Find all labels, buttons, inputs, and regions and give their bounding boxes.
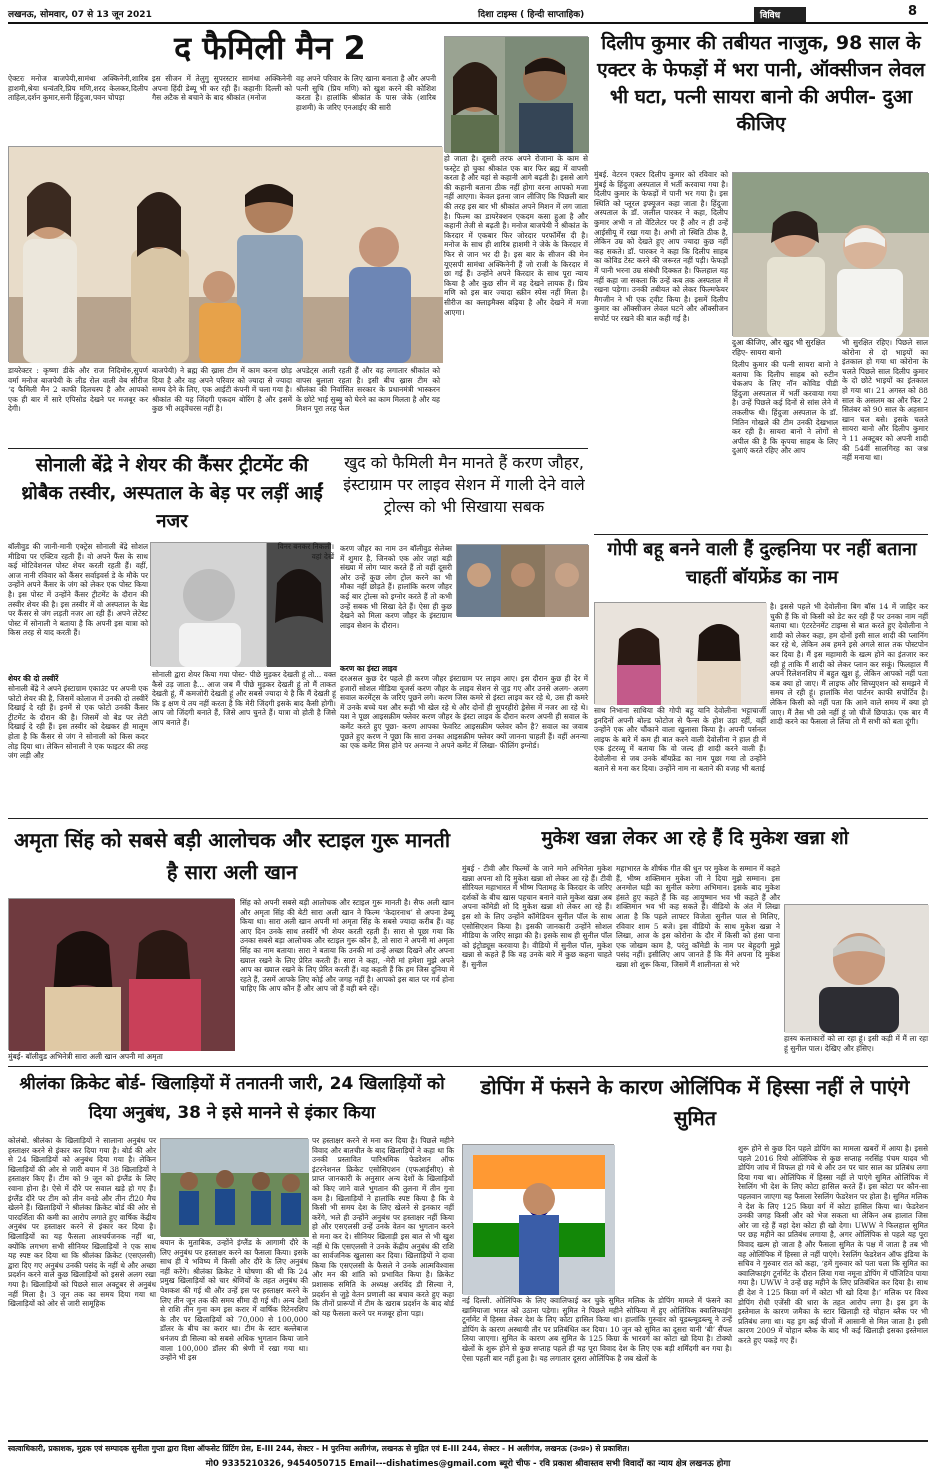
dateline: लखनऊ, सोमवार, 07 से 13 जून 2021	[8, 10, 152, 20]
sara-body: सिंह को अपनी सबसे बड़ी आलोचक और स्टाइल गुरू मानती है। सैफ अली खान और अमृता सिंह की बेटी सारा अली खान ने फिल्म ‘केदारनाथ’ से अपना डेब्यू किया था। सारा अली खान अपनी मां अमृता सिंह के सबसे ज्यादा करीब हैं। वह आए दिन उनके साथ तस्वीरें भी शेयर करती रहती हैं। सारा से पूछा गया कि उनका सबसे बड़ा आलोचक और स्टाइल गुरू कौन है, तो सारा ने अपनी मां अमृता सिंह का नाम बताया। सारा ने बताया कि उनकी मां उन्हें अच्छा दिखने और अपना ख्याल रखने के लिए प्रेरित करती हैं। सारा ने कहा, -मेरी मां हमेशा मुझे अपने आप का ख्याल रखने के लिए प्रेरित करती हैं। वह कहती हैं कि हम जिस दुनिया में रहते हैं, उसमें आपके लिए कोई और जगह नहीं है। आपको इस बात पर गर्व होना चाहिए कि आप कौन हैं और आप जो हैं वही बने रहें।	[240, 898, 454, 994]
sonali-col2: विनर बनकर निकलीं। वहां देखें	[277, 542, 334, 561]
familyman-col3: वह अपने परिवार के लिए खाना बनाता है और अपनी पत्नी सुचि (प्रिय मणि) को खुश करने की कोशिश करता है। हालांकि श्रीकांत के पास जेके (शारिब हाशमी) के जरिए एनआईए की सारी	[296, 74, 436, 112]
divider	[8, 818, 928, 819]
srilanka-headline: श्रीलंका क्रिकेट बोर्ड- खिलाड़ियों में तनातनी जारी, 24 खिलाड़ियों को दिया अनुबंध, 38 ने इसे मानने से इंकार किया	[19, 1074, 445, 1123]
familyman-col4: हो जाता है। दूसरी तरफ अपने रोजाना के काम से फस्ट्रेट हो चुका श्रीकांत एक बार फिर ब्रह्म में वापसी करता है और यहां से कहानी आगे बढ़ती है। इससे आगे की कहानी बताना ठीक नहीं होगा वरना आपको मजा नहीं आएगा। केवल इतना जान लीजिए कि पिछली बार की तरह इस बार भी श्रीकांत अपने मिशन में लग जाता है। फिल्म का डायरेक्शन एकदम कसा हुआ है और कहानी तेजी से बढ़ती है। मनोज बाजपेयी ने श्रीकांत के किरदार में एकबार फिर जोरदार परफॉर्मेंस दी है। मनोज के साथ ही शारिब हाशमी ने जेके के किरदार में फिर से जान भर दी है। इस बार के सीजन की मेन यूएसपी सामंथा अक्किनेनी हैं जो राजी के किरदार में छा गई हैं। उन्होंने अपने किरदार के साथ पूरा न्याय किया है और कुछ सीन में वह देखने लायक हैं। प्रिय मणि को इस बार ज्यादा स्क्रीन स्पेस नहीं मिला है। सीरीज का क्लाइमैक्स बढ़िया है और देखने में मजा आएगा।	[444, 154, 588, 317]
familyman-col1: ऐक्टरः मनोज बाजपेयी,सामंथा अक्किनेनी,शारिब हाशमी,श्रेया धन्वंतरि,प्रिय मणि,शरद केलकर,दिलीप ताहिल,दर्शन कुमार,सनी हिंदुजा,पवन चोपड़ा	[8, 74, 148, 103]
karan-headline: खुद को फैमिली मैन मानते हैं करण जौहर, इंस्टाग्राम पर लाइव सेशन में गाली देने वाले ट्रोल्स को भी सिखाया सबक	[343, 453, 585, 516]
gopi-photo	[594, 602, 766, 704]
familyman-col2b: बाजपेयी) ने ब्रह्म की ख्रास टीम में काम करना छोड़ दिया है और वह अपने परिवार को ज्यादा से ज्यादा समय देने के लिए, एक आईटी कंपनी में चला गया है। श्रीकांत की यह जिंदगी एकदम बोरिंग है और इसमें कुछ भी अड्वेंचरस नहीं है।	[152, 366, 292, 414]
srilanka-col3: पर हस्ताक्षर करने से मना कर दिया है। पिछले महीने विवाद और बातचीत के बाद खिलाड़ियों ने कहा था कि उनकी प्रस्तावित पारिश्रमिक फेडरेशन ऑफ इंटरनेशनल क्रिकेट एसोसिएशन (एफआईसीए) से प्राप्त जानकारी के अनुसार अन्य देशों के खिलाड़ियों को किए जाने वाले भुगतान की तुलना में तीन गुना कम है। खिलाड़ियों ने हालांकि स्पष्ट किया है कि वे किसी भी समय देश के लिए खेलने से इनकार नहीं करेंगे, भले ही उन्होंने अनुबंध पर हस्ताक्षर नहीं किया हो और एसएलसी उन्हें उनके वेतन का भुगतान करने से मना कर दे। सीनियर खिलाड़ी इस बात से भी खुश नहीं थे कि एसएलसी ने उनके केंद्रीय अनुबंध की राशि का सार्वजनिक खुलासा कर दिया। खिलाड़ियों ने दावा किया कि एसएलसी के फैसले ने उनके आत्मविश्वास और मन की शांति को प्रभावित किया है। क्रिकेट प्रशासक समिति के अध्यक्ष अरविंद डी सिल्वा ने, प्रदर्शन से जुड़े वेतन प्रणाली का बचाव करते हुए कहा कि तीनों प्रारूपों में टीम के खराब प्रदर्शन के बाद बोर्ड को यह फैसला करने पर मजबूर होना पड़ा।	[312, 1136, 454, 1318]
familyman-cast-photo	[8, 146, 442, 362]
divider	[8, 1440, 928, 1442]
karan-kids-photo	[456, 544, 588, 616]
sumit-col2: शुरू होने से कुछ दिन पहले डोपिंग का मामला खबरों में आया है। इससे पहले 2016 रियो ओलिंपिक से कुछ सप्ताह नरसिंह पंचम यादव भी डोपिंग जांच में विफल हो गये थे और उन पर चार साल का प्रतिबंध लगा दिया गया था। ओलिंपिक में हिस्सा नहीं ले पाएंगे सुमित ओलिंपिक में रेसलिंग भी देश के लिए कोटा हासिल करते हैं। इस कोटा पर कौन-सा पहलवान जाएगा यह फैसला रेसलिंग फेडरेशन पर होता है। सुमित मलिक ने देश के लिए 125 किग्रा वर्ग में कोटा हासिल किया था। फेडरेशन उनकी जगह किसी और को भेज सकता था लेकिन अब हालात जिस ओर जा रहे हैं वहां देश कोटा ही खो देगा। UWW ने फिलहाल सुमित पर छह महीने का प्रतिबंध लगाया है, अगर ओलिंपिक से पहले यह पूरा विवाद खत्म हो जाता है और फैसला सुमित के पक्ष में जाता है तब भी वह ओलिंपिक में हिस्सा ले नहीं पाएंगे। रेसलिंग फेडरेशन ऑफ इंडिया के सचिव ने गुरुवार रात को कहा, ‘हमें गुरुवार को पता चला कि सुमित का क्वालिफाइंग टूर्नामेंट के दौरान लिया गया नमूना डोपिंग में पॉजिटिव पाया गया है। UWW ने उन्हें छह महीने के लिए प्रतिबंधित कर दिया है। साथ ही देश ने 125 किग्रा वर्ग में कोटा भी खो दिया है।’ मलिक पर विश्व डोपिंग रोधी एजेंसी की धारा के तहत आरोप लगा है। इस ड्रग के इस्तेमाल के कारण जमैका के स्टार खिलाड़ी रहे योहान ब्लैक पर भी प्रतिबंध लगा था। यह ड्रग कई चीजों में आसानी से मिल जाता है। इसी कारण 2009 में योहान ब्लैक के बाद भी कई खिलाड़ी इसका इस्तेमाल करते हुए पकड़े गए हैं।	[738, 1144, 928, 1345]
sonali-col1: बॉलीवुड की जानी-मानी एक्ट्रेस सोनाली बेंद्रे सोशल मीडिया पर एक्टिव रहती हैं। वो अपने फैंस के साथ कई मोटिवेशनल पोस्ट शेयर करती रहती हैं। वहीं, आज नानी रविवार को कैंसर सर्वाइवर्स डे के मौके पर उन्होंने अपने कैंसर के जंग को लेकर एक पोस्ट किया है। इस पोस्ट में उन्होंने कैंसर ट्रीटमेंट के दौरान की तस्वीर शेयर की है। इस तस्वीर में वो अस्पताल के बेड पर कैंसर से जंग लड़ती नजर आ रही हैं। अपने लेटेस्ट पोस्ट में सोनाली ने बताया है कि अपनी इस यात्रा को किस तरह से याद करती हैं।	[8, 542, 148, 638]
page-number: 8	[908, 4, 918, 19]
mukesh-col1: मुंबई - टीवी और फिल्मों के जाने माने अभिनेता मुकेश खन्ना अपना शो दि मुकेश खन्ना शो लेकर आ रहे हैं। टीवी सीरियल महाभारत में भीष्म पितामह के किरदार के जरिए दर्शकों के बीच खास पहचान बनाने वाले मुकेश खन्ना अब अपना कॉमेडी शो दि मुकेश खन्ना शो लेकर आ रहे हैं। इस शो के लिए उन्होंने कॉमेडियन सुनील पॉल के साथ एसोसिएशन किया है। इसकी जानकारी उन्होंने सोशल मीडिया के जरिए साझा की है। इसके साथ ही सुनील पॉल को इंट्रोड्यूस करवाया है। वीडियो में सुनील पॉल, मुकेश खन्ना से कहते हैं कि वह उनके बारे में कुछ कहना चाहते हैं। सुनील	[462, 864, 612, 969]
srilanka-col1: कोलंबो. श्रीलंका के खिलाड़ियों ने सालाना अनुबंध पर हस्ताक्षर करने से इंकार कर दिया गया है। बोर्ड की ओर से 24 खिलाड़ियों को अनुबंध दिया गया है। लेकिन खिलाड़ियों की ओर से जारी बयान में 38 खिलाड़ियों ने हस्ताक्षर किए हैं। टीम को 9 जून को इंग्लैंड के लिए रवाना होना है। ऐसे में दौरे पर सवाल खड़े हो गए हैं। इंग्लैंड दौरे पर टीम को तीन वनडे और तीन टी20 मैच खेलने हैं। खिलाड़ियों ने श्रीलंका क्रिकेट बोर्ड की ओर से पारदर्शिता की कमी का आरोप लगाते हुए वार्षिक केंद्रीय अनुबंध पर हस्ताक्षर करने से इंकार कर दिया है। खिलाड़ियों का यह फैसला आश्चर्यजनक नहीं था, क्योंकि लगभग सभी सीनियर खिलाड़ियों ने एक साथ यह स्पष्ट कर दिया था कि श्रीलंका क्रिकेट (एसएलसी) द्वारा दिए गए अनुबंध उनकी पसंद के नहीं थे और अच्छा प्रदर्शन करने वाले कुछ खिलाड़ियों को इससे अलग रखा गया है। खिलाड़ियों को पिछले साल अक्टूबर से अनुबंध नहीं मिला है। 3 जून तक का समय दिया गया था खिलाड़ियों को ओर से जारी सामूहिक	[8, 1136, 156, 1309]
familyman-col1b: डायरेक्टर : कृष्णा डीके और राज निदिमोरु,सुपर्ण वर्मा मनोज बाजपेयी के लीड रोल वाली वेब सीरीज ‘द फैमिली मैन 2 काफी दिलचस्प है और आपको एक ही बार में सारे एपिसोड देखने पर मजबूर कर देगी।	[8, 366, 148, 414]
sara-amrita-photo	[8, 898, 234, 1050]
section-label: विविध	[754, 7, 806, 22]
karan-col2: दरअसल कुछ देर पहले ही करण जौहर इंस्टाग्राम पर लाइव आए। इस दौरान कुछ ही देर में हजारों सोशल मीडिया यूजर्स करण जौहर के लाइव सेशन से जुड़ गए और उनसे अलग- अलग सवाल करमेंट्स के जरिए पूछने लगे। करण जिस कमरे से इंस्टा लाइव कर रहे थे, उस ही कमरे में उनके बच्चे यश और रूही भी खेल रहे थे और दोनों ही सुपरहीरो ड्रेसेस में नजर आ रहे थे। यश ने पूछा आइसक्रीम फ्लेवर करण जौहर के इंस्टा लाइव के दौरान करण अपनी ही सवाल के कमेंट करते हुए पूछा- करण आपका फेवरिट आइसक्रीम फ्लेवर कौन है? सवाल का जवाब पूछते हुए करण ने पूछा कि सारा उनका आइसक्रीम फ्लेवर क्यों जानना चाहती हैं। वहीं अनन्या का एक कमेंट मिस होने पर अनन्या ने अपने कमेंट में लिखा- फीलिंग इग्नोर्ड।	[340, 674, 588, 751]
familyman-headline: द फैमिली मैन 2	[174, 29, 366, 67]
dilip-col1: मुंबई. वेटरन एक्टर दिलीप कुमार को रविवार को मुंबई के हिंदुजा अस्पताल में भर्ती करवाया गया है। दिलीप कुमार के फेफड़ों में पानी भर गया है। इस स्थिति को प्लूरल इफ्यूजन कहा जाता है। हिंदुजा अस्पताल के डॉ. जलील पारकर ने कहा, दिलीप कुमार अभी न तो वेंटिलेटर पर हैं और न ही उन्हें आईसीयू में रखा गया है। अभी तो स्थिति ठीक है, लेकिन उम्र को देखते हुए आप ज्यादा कुछ नहीं कह सकते। डॉ. पारकर ने कहा कि दिलीप साहब का कोविड टेस्ट करने की जरूरत नहीं पड़ी। फेफड़ों में पानी भरना उम्र संबंधी दिक्कत है। फिलहाल यह नहीं कहा जा सकता कि उन्हें कब तक अस्पताल में रखना पड़ेगा। उनकी तबीयत को लेकर फिल्मफेयर मैगजीन ने भी एक ट्वीट किया है। इसमें दिलीप कुमार का ऑक्सीजन लेवल घटने और ऑक्सीजन सपोर्ट पर रखने की बात कही गई है।	[594, 170, 728, 323]
dilip-col3: भी सुरक्षित रहिए। पिछले साल कोरोना से दो भाइयों का इंतकाल हो गया था कोरोना के चलते पिछले साल दिलीप कुमार के दो छोटे भाइयों का इंतकाल हो गया था। 21 अगस्त को 88 साल के असलम का और फिर 2 सितंबर को 90 साल के अहसान खान चल बसे। इसके चलते सायरा बानो और दिलीप कुमार ने 11 अक्टूबर को अपनी शादी की 54वीं सालगिरह का जश्न नहीं मनाया था।	[842, 338, 928, 463]
sumit-photo	[462, 1144, 614, 1294]
gopi-col2: है। इससे पहले भी देवोलीना बिग बॉस 14 में जाहिर कर चुकी हैं कि वो किसी को डेट कर रही हैं पर उनका नाम नहीं बताया था। एंटरटेनमेंट टाइम्स से बात करते हुए देवोलीना ने शादी को लेकर कहा, हम दोनों इसी साल शादी की प्लानिंग कर रहे थे, लेकिन अब हमने इसे अगले साल तक पोस्टपोन कर दिया है। मैं इस महामारी के खत्म होने का इंतजार कर रही हूं ताकि मैं शादी को लेकर प्लान कर सकूं। फिलहाल मैं अपने रिलेशनशिप में बहुत खुश हूं, लेकिन आपको नहीं पता कब क्या हो जाए। मैं लाइफ और सिच्युएशन को समझने में समय ले रही हूं। हालांकि मेरा पार्टनर काफी सपोर्टिव है। लेकिन किसी को नहीं पता कि आने वाले समय में क्या हो जाए। मैं तैस भी उसे नहीं हूं जो चीजें छिपाऊं। एक बार मैं शादी करने का फैसला ले लिया तो मैं सभी को बता दूंगी।	[770, 602, 928, 727]
sonali-col2b: सोनाली द्वारा शेयर किया गया पोस्ट- पीछे मुड़कर देखती हूं तो... वक्त कैसे उड़ जाता है... आज जब मैं पीछे मुड़कर देखती हूं तो मैं ताकत देखती हूं, मैं कमजोरी देखती हूं और सबसे ज्यादा ये है कि मैं देखती हूं कि इ क्षण ये तय नहीं करता है कि मेरी जिंदगी इसके बाद कैसी होगी। आप जो जिंदगी बनाते हैं, जिसे आप चुनते हैं। यात्रा वो होती है जिसे आप बनाते हैं।	[152, 670, 336, 727]
divider	[8, 448, 588, 449]
dilip-photo-caption: दुआ कीजिए, और खुद भी सुरक्षित रहिए- सायरा बानो	[732, 338, 826, 357]
sonali-col1b: सोनाली बेंद्रे ने अपने इंस्टाग्राम एकाउंट पर अपनी एक फोटो शेयर की है, जिसमें कोलाज में उनकी दो तस्वीरें दिखाई दे रही हैं। इनमें से एक फोटो उनकी कैंसर ट्रीटमेंट के दौरान की है। जिसमें वो बेड पर लेटी दिखाई दे रही हैं। इस तस्वीर को देखकर ही मालूम होता है कि कैंसर से जंग ने सोनाली को किस कदर तोड़ दिया था। लेकिन सोनाली ने एक फाइटर की तरह जंग लड़ी औऱ	[8, 684, 148, 761]
dilip-headline: दिलीप कुमार की तबीयत नाजुक, 98 साल के एक्टर के फेफड़ों में भरा पानी, ऑक्सीजन लेवल भी घटा, पत्नी सायरा बानो की अपील- दुआ कीजिए	[597, 32, 925, 135]
paper-name: दिशा टाइम्स ( हिन्दी साप्ताहिक)	[478, 10, 585, 20]
sumit-col1: नई दिल्ली. ओलिंपिक के लिए क्वालिफाई कर चुके सुमित मलिक के डोपिंग मामले में फंसने का खामियाजा भारत को उठाना पड़ेगा। सुमित ने पिछले महीने सोफिया में हुए ओलिंपिक क्वालिफाइंग टूर्नामेंट में हिस्सा लेकर देश के लिए कोटा हासिल किया था। हालांकि गुरुवार को यूडब्ल्यूडब्ल्यू ने उन्हें डोपिंग के कारण अस्थायी तौर पर प्रतिबंधित कर दिया। 10 जून को सुमित का दूसरा यानी ‘बी’ सैंपल लिया जाएगा। सुमित के कारण अब सुमित के 125 किग्रा के भारवर्ग का कोटा खो दिया है। टोक्यो खेलों के शुरू होने से कुछ सप्ताह पहले ही यह पूरा विवाद देश के लिए एक बड़ी शर्मिंदगी बन गया है। ऐसा पहली बार नहीं हुआ है। यह लगातार दूसरा ओलिंपिक है जब खेलों के	[462, 1296, 732, 1363]
sonali-hospital-photo	[150, 542, 266, 666]
gopi-col1: साथ निभाना साथिया की गोपी बहू यानि देवोलीना भट्टाचार्जी इनदिनों अपनी बोल्ड फोटोज से फैन्स के होश उड़ा रहीं, वहीं उन्होंने एक और चौंकाने वाला खुलासा किया है। अपनी पर्सनल लाइफ के बारे में कम ही बात करने वाली देवोलीना ने हाल ही में एक इंटरव्यू में बताया कि वो जल्द ही शादी करने वाली हैं। देवोलीना से जब उनके बॉयफ्रेंड का नाम पूछा गया तो उन्होंने बताने से मना कर दिया। उन्होंने नाम ना बताने की वजह भी बताई	[594, 706, 766, 773]
dilip-photo	[732, 172, 928, 336]
karan-subhead: करण का इंस्टा लाइव	[340, 664, 397, 673]
sonali-headline: सोनाली बेंद्रे ने शेयर की कैंसर ट्रीटमेंट की थ्रोबैक तस्वीर, अस्पताल के बेड़ पर लड़ीं आईं नजर	[21, 455, 323, 532]
footer-contact: मो0 9335210326, 9454050715 Email---dishatimes@gmail.com ब्यूरो चीफ - रवि प्रकाश श्रीवास्तव सभी विवादों का न्याय क्षेत्र लखनऊ होगा	[205, 1459, 731, 1469]
mukesh-col3: हास्य कलाकारों को ला रहा हूं। इसी कड़ी में मैं ला रहा हूं सुनील पाल। देखिए और हंसिए।	[784, 1034, 928, 1053]
gopi-headline: गोपी बहू बनने वाली हैं दुल्हनिया पर नहीं बताना चाहतीं बॉयफ्रेंड का नाम	[607, 539, 917, 588]
mukesh-headline: मुकेश खन्ना लेकर आ रहे हैं दि मुकेश खन्ना शो	[541, 828, 849, 849]
mukesh-col2: महाभारत के शीर्षक गीत की धुन पर मुकेश के सम्मान में कहते हैं, भीष्म शक्तिमान मुकेश जी ने दिया मुझे सम्मान। इस अनमोल घड़ी का सुनील करेगा अभिमान। इसके बाद मुकेश हंसते हुए कहते हैं कि वह आयुष्मान भव भी कहते हैं और शक्तिमान भव भी कह सकते हैं। वीडियो के अंत में लिखा आता है कि पहले लाफ्टर विजेता सुनील पाल से मिलिए, रविवार शाम 5 बजे। इस वीडियो के साथ मुकेश खन्ना ने लिखा, आज के इस कोरोना के दौर में किसी को हंसा पाना एक जोखम काम है, परंतु कॉमेडी के नाम पर बेहूदगी मुझे पसंद नहीं। इसीलिए आप जानते हैं कि मैंने अपना दि मुकेश खन्ना शो शुरू किया, जिसमें मैं शालीनता से भरे	[616, 864, 780, 969]
dilip-col2: दिलीप कुमार की पत्नी सायरा बानो ने बताया कि दिलीप साहब को रुटीन चेकअप के लिए नॉन कोविड पीडी हिंदुजा अस्पताल में भर्ती करवाया गया है। उन्हें पिछले कई दिनों से सांस लेने में तकलीफ थी। हिंदुजा अस्पताल के डॉ. नितिन गोखले की टीम उनकी देखभाल कर रही है। सायरा बानो ने लोगों से अपील की है कि कृपया साहब के लिए दुआएं करते रहिए और आप	[732, 360, 838, 456]
sara-photo-caption: मुंबई- बॉलीवुड अभिनेत्री सारा अली खान अपनी मां अमृता	[8, 1052, 163, 1061]
footer-imprint: स्वत्वाधिकारी, प्रकाशक, मुद्रक एवं सम्पादक सुनीता गुप्ता द्वारा दिशा ऑफसेट प्रिंटिंग प्रेस, E-III 244, सेक्टर - H पुरनिया अलीगंज, लखनऊ से मुद्रित एवं E-III 244, सेक्टर - H अलीगंज, लखनऊ (उ०प्र०) से प्रकाशित।	[8, 1444, 630, 1453]
familyman-poster-photo	[444, 36, 588, 152]
familyman-col3b: अपडेट्स आती रहती हैं और वह लगातार श्रीकांत को वापस बुलाता रहता है। इसी बीच ख्रास टीम को श्रीलंका की निर्वासित सरकार के प्रधानमंत्री भास्करन के छोटे भाई सुब्बु को घेरने का काम मिलता है और यह मिशन पूरा तरह फेल	[296, 366, 440, 414]
divider	[8, 1066, 928, 1067]
masthead	[8, 4, 928, 24]
sara-headline: अमृता सिंह को सबसे बड़ी आलोचक और स्टाइल गुरू मानती है सारा अली खान	[13, 828, 451, 884]
mukesh-photo	[784, 904, 928, 1032]
karan-col1: करण जौहर का नाम उन बॉलीवुड सेलेब्स में शुमार है, जिनको एक ओर जहां बड़ी संख्या में लोग प्यार करते हैं तो वहीं दूसरी ओर उन्हें कुछ लोग ट्रोल करने का भी मौका नहीं छोड़ते हैं। हालांकि करण जौहर कई बार ट्रोल्स को इग्नोर करते हैं तो कभी उन्हें सबक भी सिखा देते हैं। ऐसा ही कुछ देखने को मिला करण जौहर के इंस्टाग्राम लाइव सेशन के दौरान।	[340, 544, 452, 630]
srilanka-col2: बयान के मुताबिक, उन्होंने इंग्लैंड के आगामी दौरे के लिए अनुबंध पर हस्ताक्षर करने का फैसला किया। इसके साथ ही ये भविष्य में किसी और दौरे के लिए अनुबंध नहीं करेंगे। श्रीलंका क्रिकेट ने घोषणा की थी कि 24 प्रमुख खिलाड़ियों को चार श्रेणियों के तहत अनुबंध की पेशकश की गई थी और उन्हें इस पर हस्ताक्षर करने के लिए तीन जून तक की समय सीमा दी गई थी। अन्य देशों से राशि तीन गुना कम इस करार में वार्षिक रिटेनरशिप के तौर पर खिलाड़ियों को 70,000 से 100,000 डॉलर के बीच का करार था। टीम के स्टार बल्लेबाज धनंजय डी सिल्वा को सबसे अधिक भुगतान किया जाने वाला 100,000 डॉलर की श्रेणी में रखा गया था। उन्होंने भी इस	[160, 1238, 308, 1363]
sumit-headline: डोपिंग में फंसने के कारण ओलिंपिक में हिस्सा नहीं ले पाएंगे सुमित	[480, 1075, 910, 1130]
srilanka-team-photo	[160, 1138, 308, 1236]
divider	[594, 534, 928, 535]
sonali-subhead: शेयर की दो तस्वीरें	[8, 674, 59, 683]
familyman-col2: इस सीजन में तेलुगु सुपरस्टार सामंथा अक्किनेनी अपना हिंदी डेब्यू भी कर रही हैं। कहानीः दिल्ली को गैस अटैक से बचाने के बाद श्रीकांत (मनोज	[152, 74, 292, 103]
